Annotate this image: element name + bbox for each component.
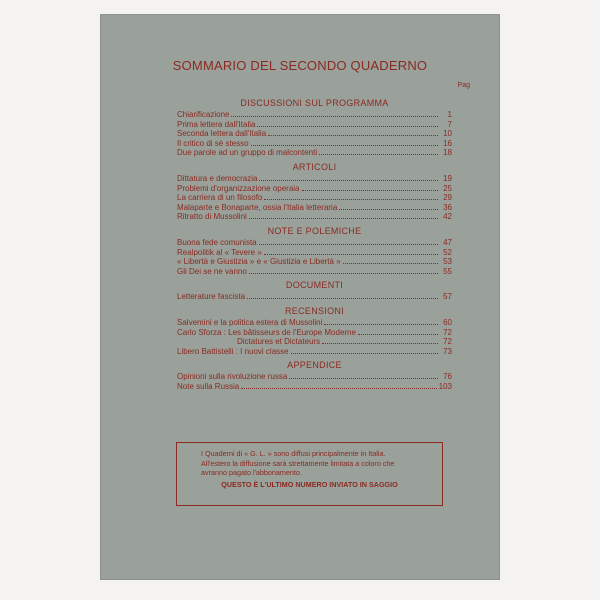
dot-leader <box>257 120 438 127</box>
toc-entry-page: 19 <box>443 173 452 183</box>
dot-leader <box>291 347 438 354</box>
toc-entry <box>177 372 452 382</box>
toc-entry <box>177 203 452 213</box>
toc-entry <box>177 318 452 328</box>
dot-leader <box>302 184 439 191</box>
dot-leader <box>249 212 438 219</box>
toc-entry <box>177 184 452 194</box>
toc-entry-title: Gli Dei se ne vanno <box>177 266 247 276</box>
dot-leader <box>264 193 438 200</box>
dot-leader <box>319 148 438 155</box>
dot-leader <box>247 292 438 299</box>
page-column-header: Pag <box>457 82 470 89</box>
dot-leader <box>343 257 438 264</box>
dot-leader <box>259 174 438 181</box>
toc-entry <box>177 212 452 222</box>
toc-entry-title: Realpolitik al « Tevere » <box>177 247 262 257</box>
section-heading: ARTICOLI <box>292 161 337 172</box>
toc-entry-page: 53 <box>443 257 452 267</box>
toc-entry-page: 42 <box>443 212 452 222</box>
toc-entry <box>177 129 452 139</box>
toc-entry-title: La carriera di un filosofo <box>177 193 263 203</box>
toc-entry-title: Opinioni sulla rivoluzione russa <box>177 372 288 382</box>
toc-entry <box>177 337 452 347</box>
dot-leader <box>241 382 436 389</box>
dot-leader <box>249 267 438 274</box>
notice-line: avranno pagato l'abbonamento. <box>201 468 302 477</box>
toc-entry-title: Carlo Sforza : Les bâtisseurs de l'Europe Moderne <box>177 327 356 337</box>
toc-entry-page: 103 <box>438 381 452 391</box>
dot-leader <box>259 238 438 245</box>
toc-entry-title: Letterature fascista <box>177 292 246 302</box>
dot-leader <box>231 110 438 117</box>
toc-entry <box>177 292 452 302</box>
toc-entry-title: Due parole ad un gruppo di malcontenti <box>177 148 318 158</box>
toc-entry-title: Chiarificazione <box>177 110 230 119</box>
dot-leader <box>251 139 438 146</box>
toc-entry-title: « Libertà e Giustizia » e « Giustizia e Libertà » <box>177 257 341 267</box>
toc-entry <box>177 267 452 277</box>
notice-line: All'estero la diffusione sarà strettamente limitata a coloro che <box>201 458 395 468</box>
booklet-back-cover <box>100 14 500 580</box>
toc-entry <box>177 120 452 130</box>
toc-entry-title: Problemi d'organizzazione operaia <box>177 183 300 193</box>
table-of-contents <box>177 94 452 391</box>
page-title: SOMMARIO DEL SECONDO QUADERNO <box>172 58 428 73</box>
dot-leader <box>268 129 438 136</box>
dot-leader <box>289 372 438 379</box>
toc-entry-page: 47 <box>443 237 452 247</box>
toc-entry-title: Dittatura e democrazia <box>177 173 258 183</box>
toc-entry <box>177 382 452 392</box>
toc-entry <box>177 193 452 203</box>
toc-entry-title: Malaparte e Bonaparte, ossia l'Italia letteraria <box>177 202 338 212</box>
toc-entry-title: Il critico di sè stesso <box>177 138 249 148</box>
toc-entry-title: Dictatures et Dictateurs <box>237 337 321 347</box>
dot-leader <box>358 328 438 335</box>
toc-entry <box>177 328 452 338</box>
notice-box <box>176 442 443 506</box>
toc-entry <box>177 347 452 357</box>
dot-leader <box>264 248 438 255</box>
toc-entry-page: 18 <box>443 148 452 158</box>
toc-entry <box>177 148 452 158</box>
toc-entry-page: 1 <box>447 110 452 119</box>
toc-entry-page: 60 <box>443 317 452 327</box>
toc-entry-page: 36 <box>443 202 452 212</box>
toc-entry-title: Buona fede comunista <box>177 237 257 247</box>
toc-entry <box>177 238 452 248</box>
toc-entry-title: Prima lettera dall'Italia <box>177 119 256 129</box>
toc-entry-title: Salvemini e la politica estera di Mussolini <box>177 317 323 327</box>
toc-entry <box>177 110 452 120</box>
toc-entry <box>177 248 452 258</box>
toc-entry-page: 25 <box>443 183 452 193</box>
toc-entry-page: 16 <box>443 138 452 148</box>
toc-entry-page: 10 <box>443 129 452 139</box>
toc-entry-title: Note sulla Russia <box>177 381 240 391</box>
toc-entry-title: Ritratto di Mussolini <box>177 212 247 222</box>
toc-entry-title: Seconda lettera dall'Italia <box>177 129 267 139</box>
toc-entry-page: 7 <box>447 119 452 129</box>
dot-leader <box>324 318 438 325</box>
toc-entry-page: 55 <box>443 266 452 276</box>
toc-entry-page: 72 <box>443 327 452 337</box>
section-heading: DISCUSSIONI SUL PROGRAMMA <box>240 98 389 108</box>
toc-entry-page: 73 <box>443 346 452 356</box>
toc-entry-page: 57 <box>443 292 452 302</box>
dot-leader <box>322 337 438 344</box>
toc-entry-page: 76 <box>443 372 452 382</box>
dot-leader <box>339 203 438 210</box>
toc-entry <box>177 139 452 149</box>
toc-entry-page: 29 <box>443 193 452 203</box>
toc-entry <box>177 257 452 267</box>
toc-entry-title: Libero Battistelli : I nuovi classe <box>177 346 289 356</box>
section-heading: RECENSIONI <box>284 305 344 316</box>
section-heading: NOTE E POLEMICHE <box>267 225 362 236</box>
notice-line: I Quaderni di « G. L. » sono diffusi principalmente in Italia. <box>201 449 386 458</box>
section-heading: APPENDICE <box>287 360 342 371</box>
toc-entry-page: 72 <box>443 337 452 347</box>
notice-emphasis: QUESTO È L'ULTIMO NUMERO INVIATO IN SAGGIO <box>221 479 398 489</box>
section-heading: DOCUMENTI <box>285 280 344 291</box>
toc-entry <box>177 174 452 184</box>
toc-entry-page: 52 <box>443 247 452 257</box>
